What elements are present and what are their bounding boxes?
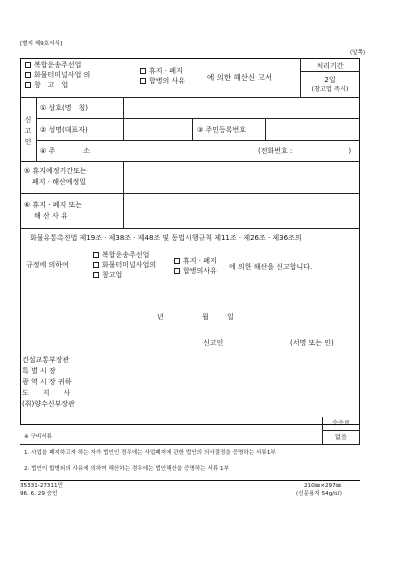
- option-freight-forwarding[interactable]: 복합운송주선업: [25, 61, 90, 69]
- divider: [322, 430, 360, 431]
- action-options: [140, 67, 185, 85]
- divider: [36, 97, 37, 161]
- date-day: 일: [227, 313, 234, 321]
- trade-name-field[interactable]: [124, 98, 359, 118]
- divider: [20, 228, 360, 229]
- period-label: ⑤ 휴지예정기간또는 폐지 · 해산예정일: [24, 167, 87, 187]
- form-border-left: [20, 58, 21, 425]
- statement-business-options: [93, 251, 156, 279]
- applicant-group-label: 신 고 인: [24, 116, 32, 147]
- statement-option-freight[interactable]: 복합운송주선업: [93, 251, 156, 259]
- checkbox[interactable]: [93, 272, 99, 278]
- recipient-list: 건설교통부장관 특 별 시 장 광 역 시 장 귀하 도 지 사 (취)양수신부장관: [22, 356, 75, 409]
- option-suspend[interactable]: 휴지 · 폐지: [140, 67, 185, 75]
- resident-no-label: ③ 주민등록번호: [197, 126, 247, 134]
- date-month: 월: [202, 313, 209, 321]
- checkbox[interactable]: [174, 258, 180, 264]
- signer-sign: (서명 또는 인): [290, 339, 334, 347]
- statement-suffix: 에 의한 해산을 신고합니다.: [229, 263, 313, 271]
- business-type-options: [25, 61, 90, 89]
- fee-value: 없음: [335, 434, 347, 441]
- fee-label: 수수료: [332, 420, 350, 427]
- footer-approved: 96. 6. 29 승인: [20, 491, 58, 497]
- trade-name-label: ① 상호(명 칭): [40, 104, 89, 112]
- resident-no-field[interactable]: [266, 119, 359, 140]
- form-border-top: [20, 58, 360, 59]
- signer-label: 신고인: [203, 339, 224, 347]
- processing-value: 2일: [324, 76, 336, 84]
- form-number: [별지 제9호서식]: [20, 41, 63, 47]
- title-suffix: 에 의한 해산신 고서: [207, 73, 273, 82]
- statement-option-warehouse[interactable]: 창고업: [93, 271, 156, 279]
- statement-option-terminal[interactable]: 화물터미널사업의: [93, 261, 156, 269]
- statement-prefix: 규정에 의하여: [26, 261, 69, 269]
- phone-label: (전화번호 : ): [258, 147, 352, 155]
- checkbox[interactable]: [93, 252, 99, 258]
- side-label: (앞쪽): [350, 50, 366, 56]
- statement-action-options: [174, 257, 217, 275]
- attachment-item: 1. 사업을 폐지하고자 하는 자가 법인인 경우에는 사업폐지에 관한 법인의 의사결정을 증명하는 서류1부: [24, 450, 276, 456]
- attachments-title: ※ 구비서류: [24, 434, 53, 440]
- checkbox[interactable]: [140, 78, 146, 84]
- footer-paper: (신문용지 54g/㎡): [296, 491, 342, 497]
- form-border-bottom: [20, 424, 360, 425]
- option-terminal[interactable]: 화물터미널사업 의: [25, 71, 90, 79]
- checkbox[interactable]: [174, 268, 180, 274]
- reason-label: ⑥ 휴지 · 폐지 또는 해 산 사 유: [24, 201, 82, 221]
- divider: [20, 444, 360, 445]
- checkbox[interactable]: [25, 72, 31, 78]
- footer-code: 35331-27311민: [20, 483, 64, 489]
- attachment-item: 2. 법인이 합병외의 사유에 의하여 해산하는 경우에는 법인해산을 증명하는 서류 1부: [24, 466, 229, 472]
- address-label: ④ 주 소: [40, 147, 91, 155]
- statement-option-merger[interactable]: 합병의사유: [174, 267, 217, 275]
- option-merger[interactable]: 합병의 사유: [140, 77, 185, 85]
- processing-note: (창고업 즉시): [311, 86, 349, 93]
- statement-option-suspend[interactable]: 휴지 · 폐지: [174, 257, 217, 265]
- checkbox[interactable]: [25, 82, 31, 88]
- divider: [300, 71, 360, 72]
- period-field[interactable]: [124, 162, 359, 193]
- form-border-right: [359, 58, 360, 425]
- footer-size: 210㎜×297㎜: [304, 483, 342, 489]
- divider: [36, 140, 360, 141]
- date-year: 년: [157, 313, 164, 321]
- rep-name-field[interactable]: [124, 119, 192, 140]
- divider: [20, 480, 360, 481]
- rep-name-label: ② 성명(대표자): [40, 126, 88, 134]
- checkbox[interactable]: [93, 262, 99, 268]
- processing-label: 처리기간: [316, 62, 344, 70]
- checkbox[interactable]: [140, 68, 146, 74]
- divider: [192, 118, 193, 140]
- reason-field[interactable]: [124, 194, 359, 228]
- option-warehouse[interactable]: 창 고 업: [25, 81, 90, 89]
- checkbox[interactable]: [25, 62, 31, 68]
- statement-line1: 화물유통촉진법 제19조 · 제38조 · 제48조 및 동법시행규칙 제11조 · 제26조 · 제36조의: [30, 234, 302, 242]
